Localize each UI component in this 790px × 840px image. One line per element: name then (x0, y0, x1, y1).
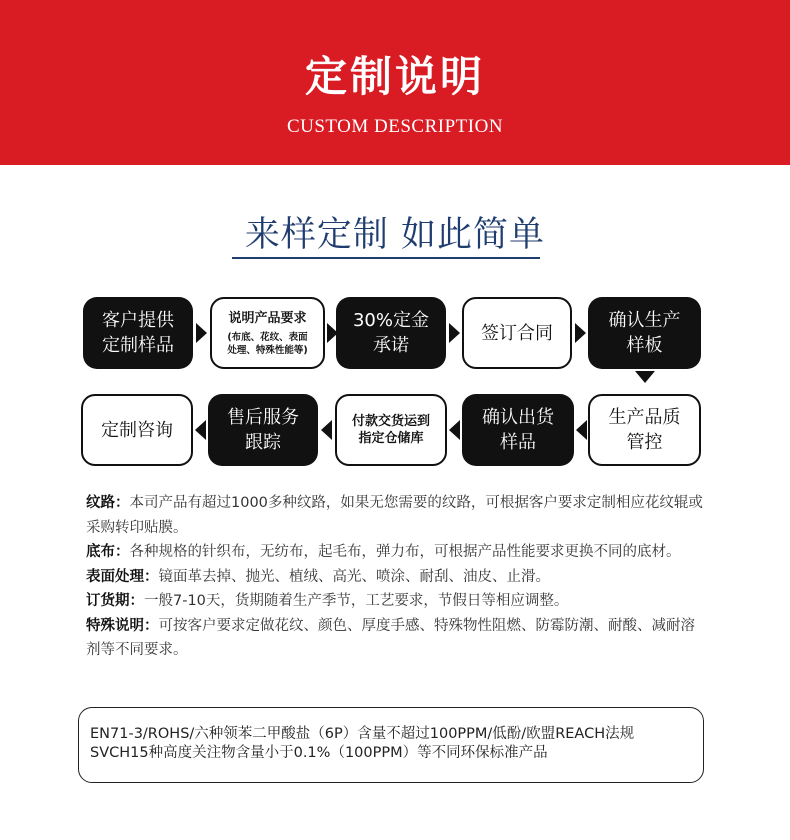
step-quality-control (588, 394, 701, 466)
arrow-right-icon (449, 323, 460, 343)
step-after-sales (208, 394, 318, 466)
notice-line-1: EN71-3/ROHS/六种领苯二甲酸盐（6P）含量不超过100PPM/低酚/欧盟REACH法规 (90, 726, 635, 742)
standards-notice (78, 707, 704, 783)
arrow-right-icon (196, 323, 207, 343)
header-banner (0, 0, 790, 165)
step-label: 售后服务 跟踪 (227, 407, 299, 453)
step-label: 确认出货 样品 (482, 407, 554, 453)
detail-key: 底布： (86, 544, 130, 560)
detail-surface (86, 565, 706, 590)
arrow-left-icon (449, 420, 460, 440)
detail-key: 纹路： (86, 495, 130, 511)
detail-value: 各种规格的针织布，无纺布，起毛布，弹力布，可根据产品性能要求更换不同的底材。 (129, 544, 681, 560)
step-label: 付款交货运到 指定仓储库 (351, 414, 430, 446)
detail-value: 一般7-10天，货期随着生产季节，工艺要求，节假日等相应调整。 (144, 593, 569, 609)
step-consultation (81, 394, 193, 466)
detail-key: 表面处理： (86, 568, 159, 585)
step-label: 说明产品要求 (228, 310, 307, 326)
detail-value: 镜面革去掉、抛光、植绒、高光、喷涂、耐刮、油皮、止滑。 (158, 568, 550, 585)
banner-subtitle: CUSTOM DESCRIPTION (286, 116, 504, 137)
detail-key: 特殊说明： (86, 617, 159, 634)
detail-special (86, 614, 706, 663)
detail-base-fabric (86, 540, 706, 565)
step-requirements (210, 297, 325, 369)
detail-lead-time (86, 589, 706, 614)
step-label: 签订合同 (481, 322, 553, 344)
step-label: 确认生产 样板 (608, 310, 681, 356)
step-label: 客户提供 定制样品 (102, 310, 174, 356)
detail-pattern (86, 491, 706, 540)
arrow-right-icon (575, 323, 586, 343)
section-heading: 来样定制 如此简单 (244, 215, 546, 255)
step-label: 30%定金 承诺 (352, 310, 429, 356)
arrow-left-icon (195, 420, 206, 440)
step-confirm-production-sample (588, 297, 701, 369)
step-contract (462, 297, 572, 369)
step-deposit (336, 297, 446, 369)
notice-line-2: SVCH15种高度关注物含量小于0.1%（100PPM）等不同环保标准产品 (90, 745, 548, 761)
step-provide-sample (83, 297, 193, 369)
step-confirm-shipment-sample (462, 394, 574, 466)
step-label: 定制咨询 (101, 419, 173, 441)
arrow-down-icon (635, 371, 655, 383)
step-payment-delivery (335, 394, 447, 466)
step-label: 生产品质 管控 (608, 407, 681, 453)
heading-underline (232, 257, 540, 259)
detail-value: 本司产品有超过1000多种纹路，如果无您需要的纹路，可根据客户要求定制相应花纹辊或采购转印贴膜。 (86, 495, 703, 536)
arrow-left-icon (576, 420, 587, 440)
arrow-left-icon (321, 420, 332, 440)
detail-value: 可按客户要求定做花纹、颜色、厚度手感、特殊物性阻燃、防霉防潮、耐酸、减耐溶剂等不同要求。 (86, 617, 695, 658)
detail-key: 订货期： (86, 593, 144, 609)
banner-title: 定制说明 (304, 52, 485, 101)
step-note: (布底、花纹、表面 处理、特殊性能等) (227, 331, 308, 356)
details-text (86, 491, 706, 663)
